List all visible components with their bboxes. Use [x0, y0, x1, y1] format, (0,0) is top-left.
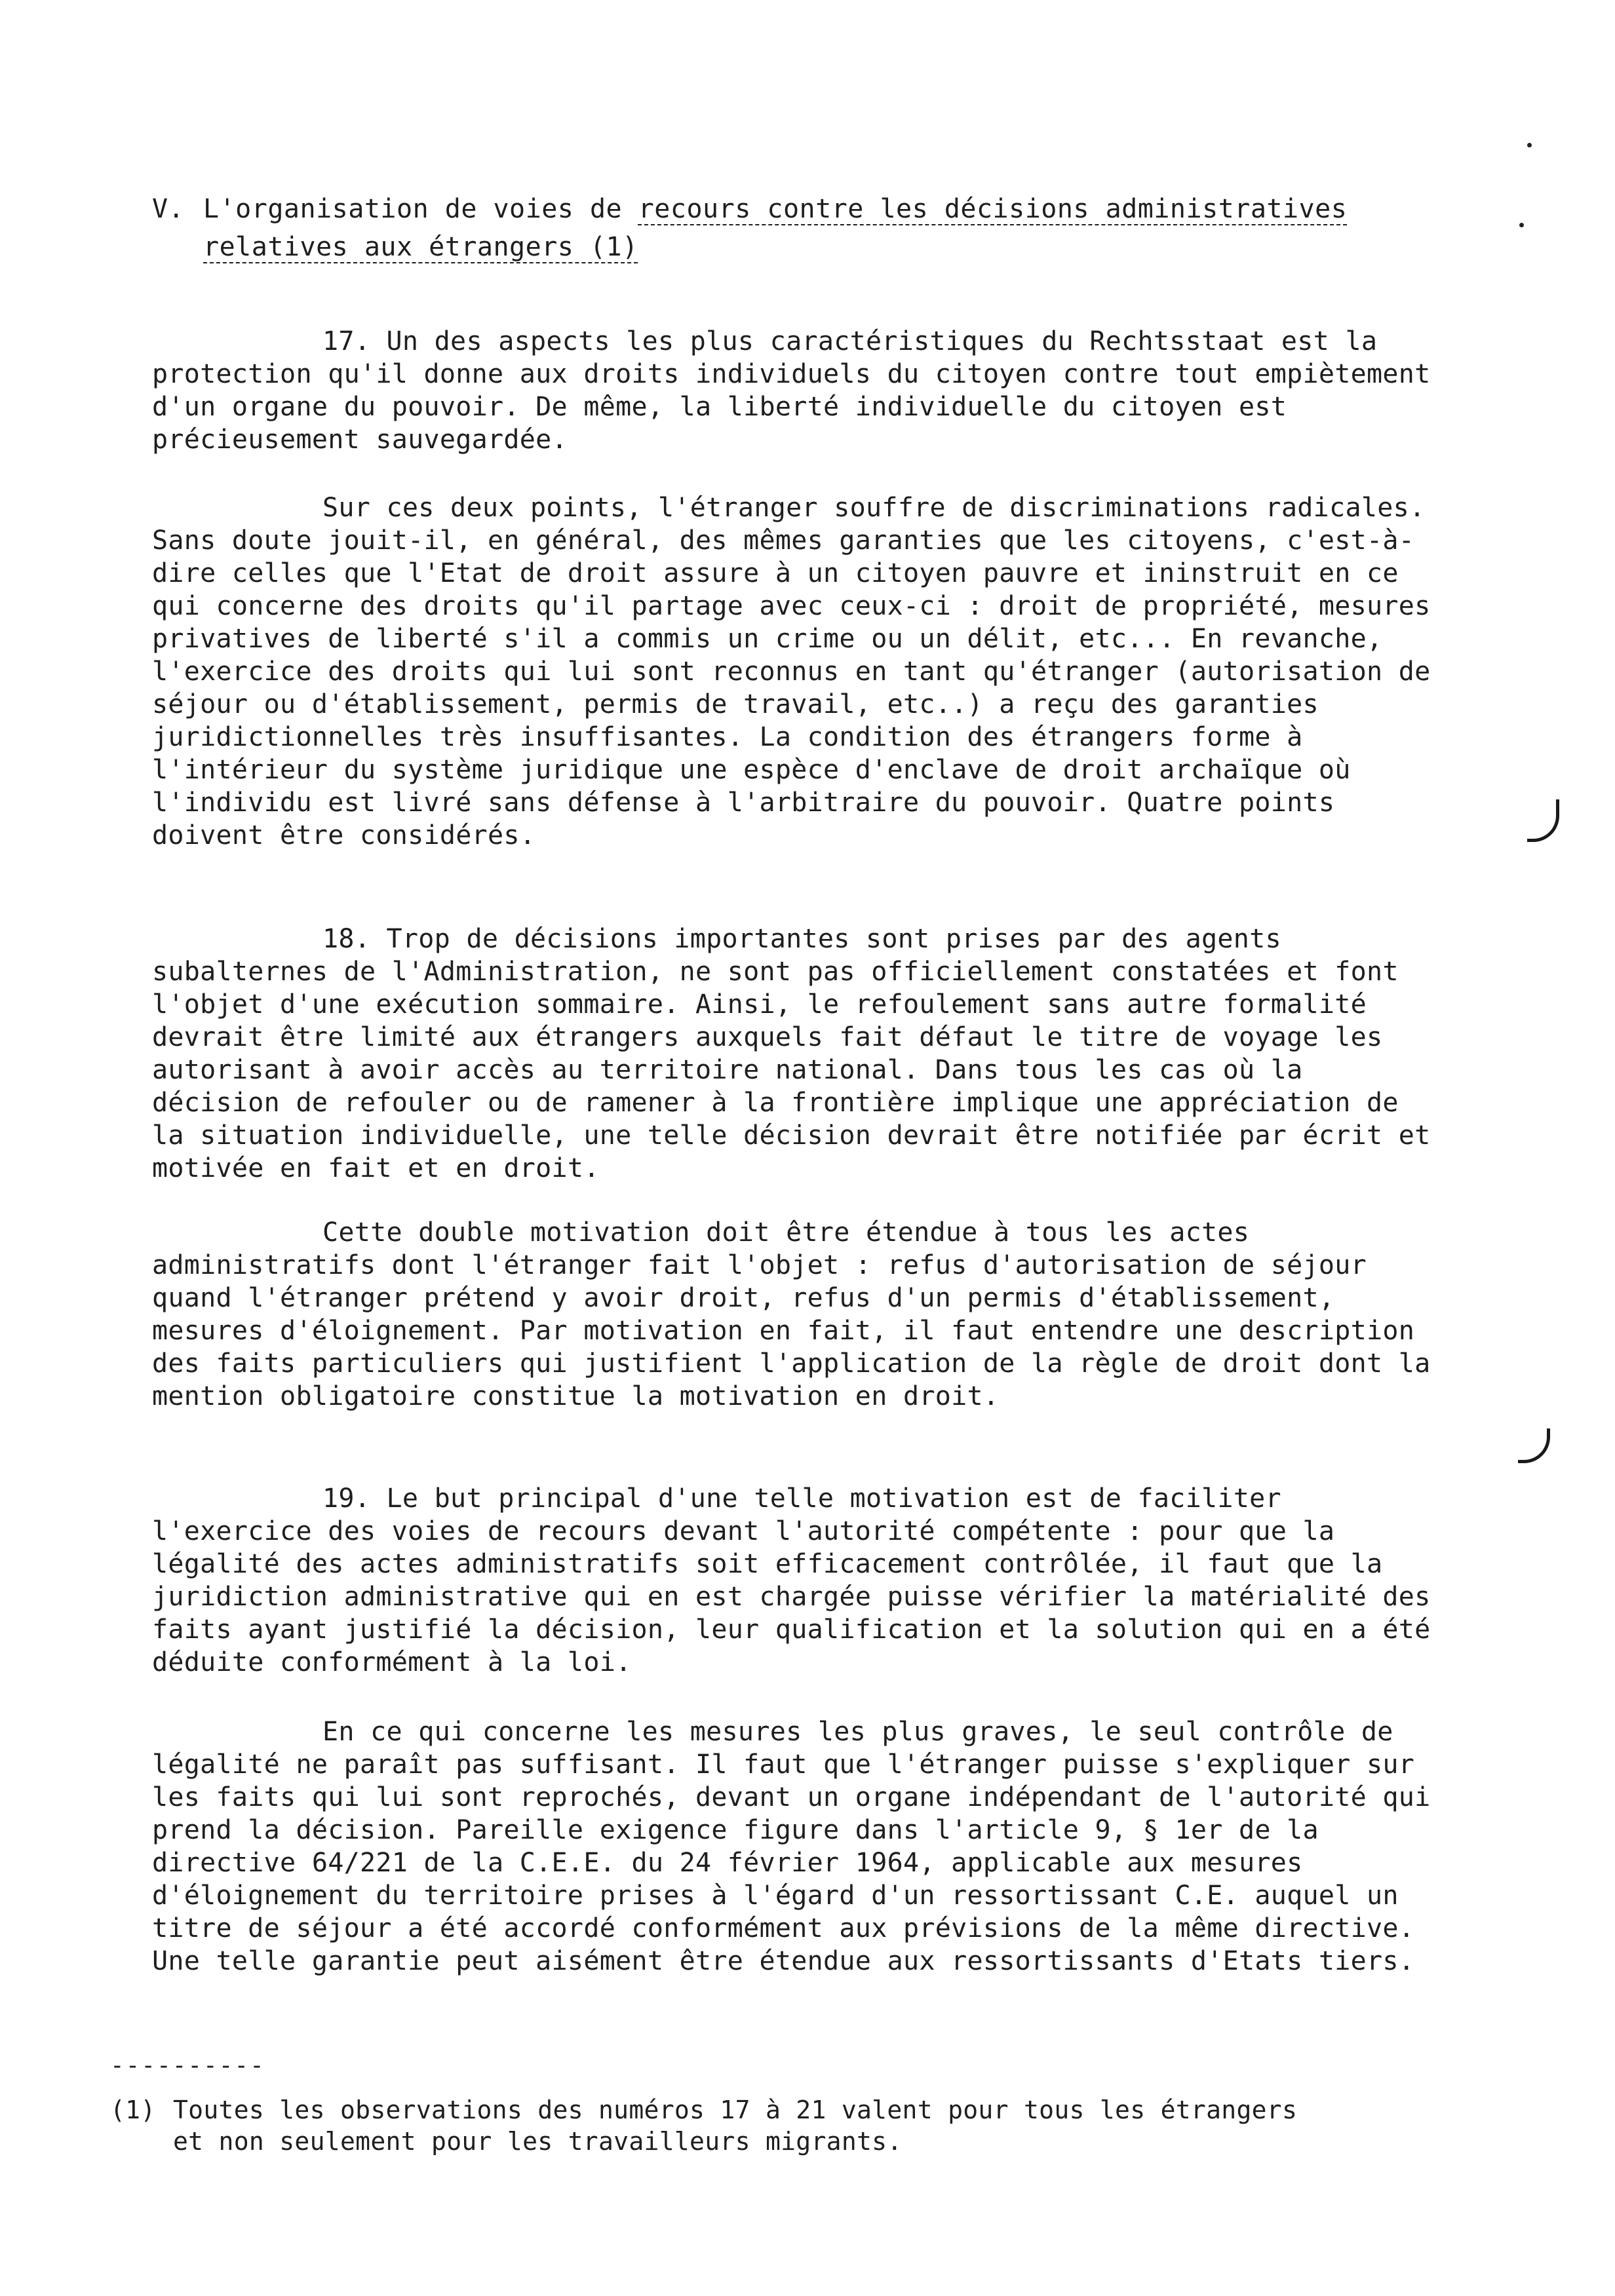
footnote-line-2: et non seulement pour les travailleurs migrants.	[173, 2127, 903, 2156]
paragraph-17	[152, 325, 1437, 456]
section-number: V.	[152, 194, 185, 224]
footnote-separator: ----------	[110, 2052, 265, 2079]
paragraph-19-text: 19. Le but principal d'une telle motivation est de faciliter l'exercice des voies de recours devant l'autorité compétente : pour que la légalité des actes administratifs soit efficacement contrôlée, il faut que la juridiction administrative qui en est chargée puisse vérifier la matérialité des faits ayant justifié la décision, leur qualification et la solution qui en a été déduite conformément à la loi.	[152, 1483, 1431, 1677]
paragraph-18-continued-text: Cette double motivation doit être étendue à tous les actes administratifs dont l'étranger fait l'objet : refus d'autorisation de séjour quand l'étranger prétend y avoir droit, refus d'un permis d'établissement, mesures d'éloignement. Par motivation en fait, il faut entendre une description des faits particuliers qui justifient l'application de la règle de droit dont la mention obligatoire constitue la motivation en droit.	[152, 1217, 1431, 1411]
footnote	[110, 2094, 1421, 2157]
paragraph-19	[152, 1482, 1437, 1679]
scan-speck	[1527, 143, 1532, 147]
heading-text-a: L'organisation de voies de	[203, 194, 638, 224]
paragraph-19-continued-text: En ce qui concerne les mesures les plus graves, le seul contrôle de légalité ne paraît pas suffisant. Il faut que l'étranger puisse s'expliquer sur les faits qui lui sont reprochés, devant un organe indépendant de l'autorité qui prend la décision. Pareille exigence figure dans l'article 9, § 1er de la directive 64/221 de la C.E.E. du 24 février 1964, applicable aux mesures d'éloignement du territoire prises à l'égard d'un ressortissant C.E. auquel un titre de séjour a été accordé conformément aux prévisions de la même directive. Une telle garantie peut aisément être étendue aux ressortissants d'Etats tiers.	[152, 1717, 1431, 1976]
footnote-line-1: Toutes les observations des numéros 17 à 21 valent pour tous les étrangers	[173, 2095, 1298, 2124]
margin-bracket-mark	[1518, 1428, 1550, 1463]
paragraph-18	[152, 923, 1437, 1185]
paragraph-17-continued	[152, 491, 1437, 852]
scan-speck	[1519, 223, 1524, 227]
footnote-mark: (1)	[110, 2095, 156, 2124]
paragraph-19-continued	[152, 1715, 1437, 1978]
margin-bracket-mark	[1527, 799, 1559, 842]
paragraph-18-text: 18. Trop de décisions importantes sont prises par des agents subalternes de l'Administration, ne sont pas officiellement constatées et font l'objet d'une exécution sommaire. Ainsi, le refoulement sans autre formalité devrait être limité aux étrangers auxquels fait défaut le titre de voyage les autorisant à avoir accès au territoire national. Dans tous les cas où la décision de refouler ou de ramener à la frontière implique une appréciation de la situation individuelle, une telle décision devrait être notifiée par écrit et motivée en fait et en droit.	[152, 924, 1431, 1183]
heading-text-b: recours contre les décisions administratives	[638, 194, 1348, 224]
heading-line-2	[152, 228, 1397, 266]
heading-line-1	[152, 190, 1397, 228]
section-heading	[152, 190, 1397, 266]
heading-text-c: relatives aux étrangers (1)	[203, 232, 638, 262]
paragraph-17-text: 17. Un des aspects les plus caractéristiques du Rechtsstaat est la protection qu'il donne aux droits individuels du citoyen contre tout empiètement d'un organe du pouvoir. De même, la liberté individuelle du citoyen est précieusement sauvegardée.	[152, 326, 1431, 455]
paragraph-18-continued	[152, 1216, 1437, 1413]
paragraph-17-continued-text: Sur ces deux points, l'étranger souffre de discriminations radicales. Sans doute jouit-il, en général, des mêmes garanties que les citoyens, c'est-à-dire celles que l'Etat de droit assure à un citoyen pauvre et ininstruit en ce qui concerne des droits qu'il partage avec ceux-ci : droit de propriété, mesures privatives de liberté s'il a commis un crime ou un délit, etc... En revanche, l'exercice des droits qui lui sont reconnus en tant qu'étranger (autorisation de séjour ou d'établissement, permis de travail, etc..) a reçu des garanties juridictionnelles très insuffisantes. La condition des étrangers forme à l'intérieur du système juridique une espèce d'enclave de droit archaïque où l'individu est livré sans défense à l'arbitraire du pouvoir. Quatre points doivent être considérés.	[152, 493, 1431, 851]
